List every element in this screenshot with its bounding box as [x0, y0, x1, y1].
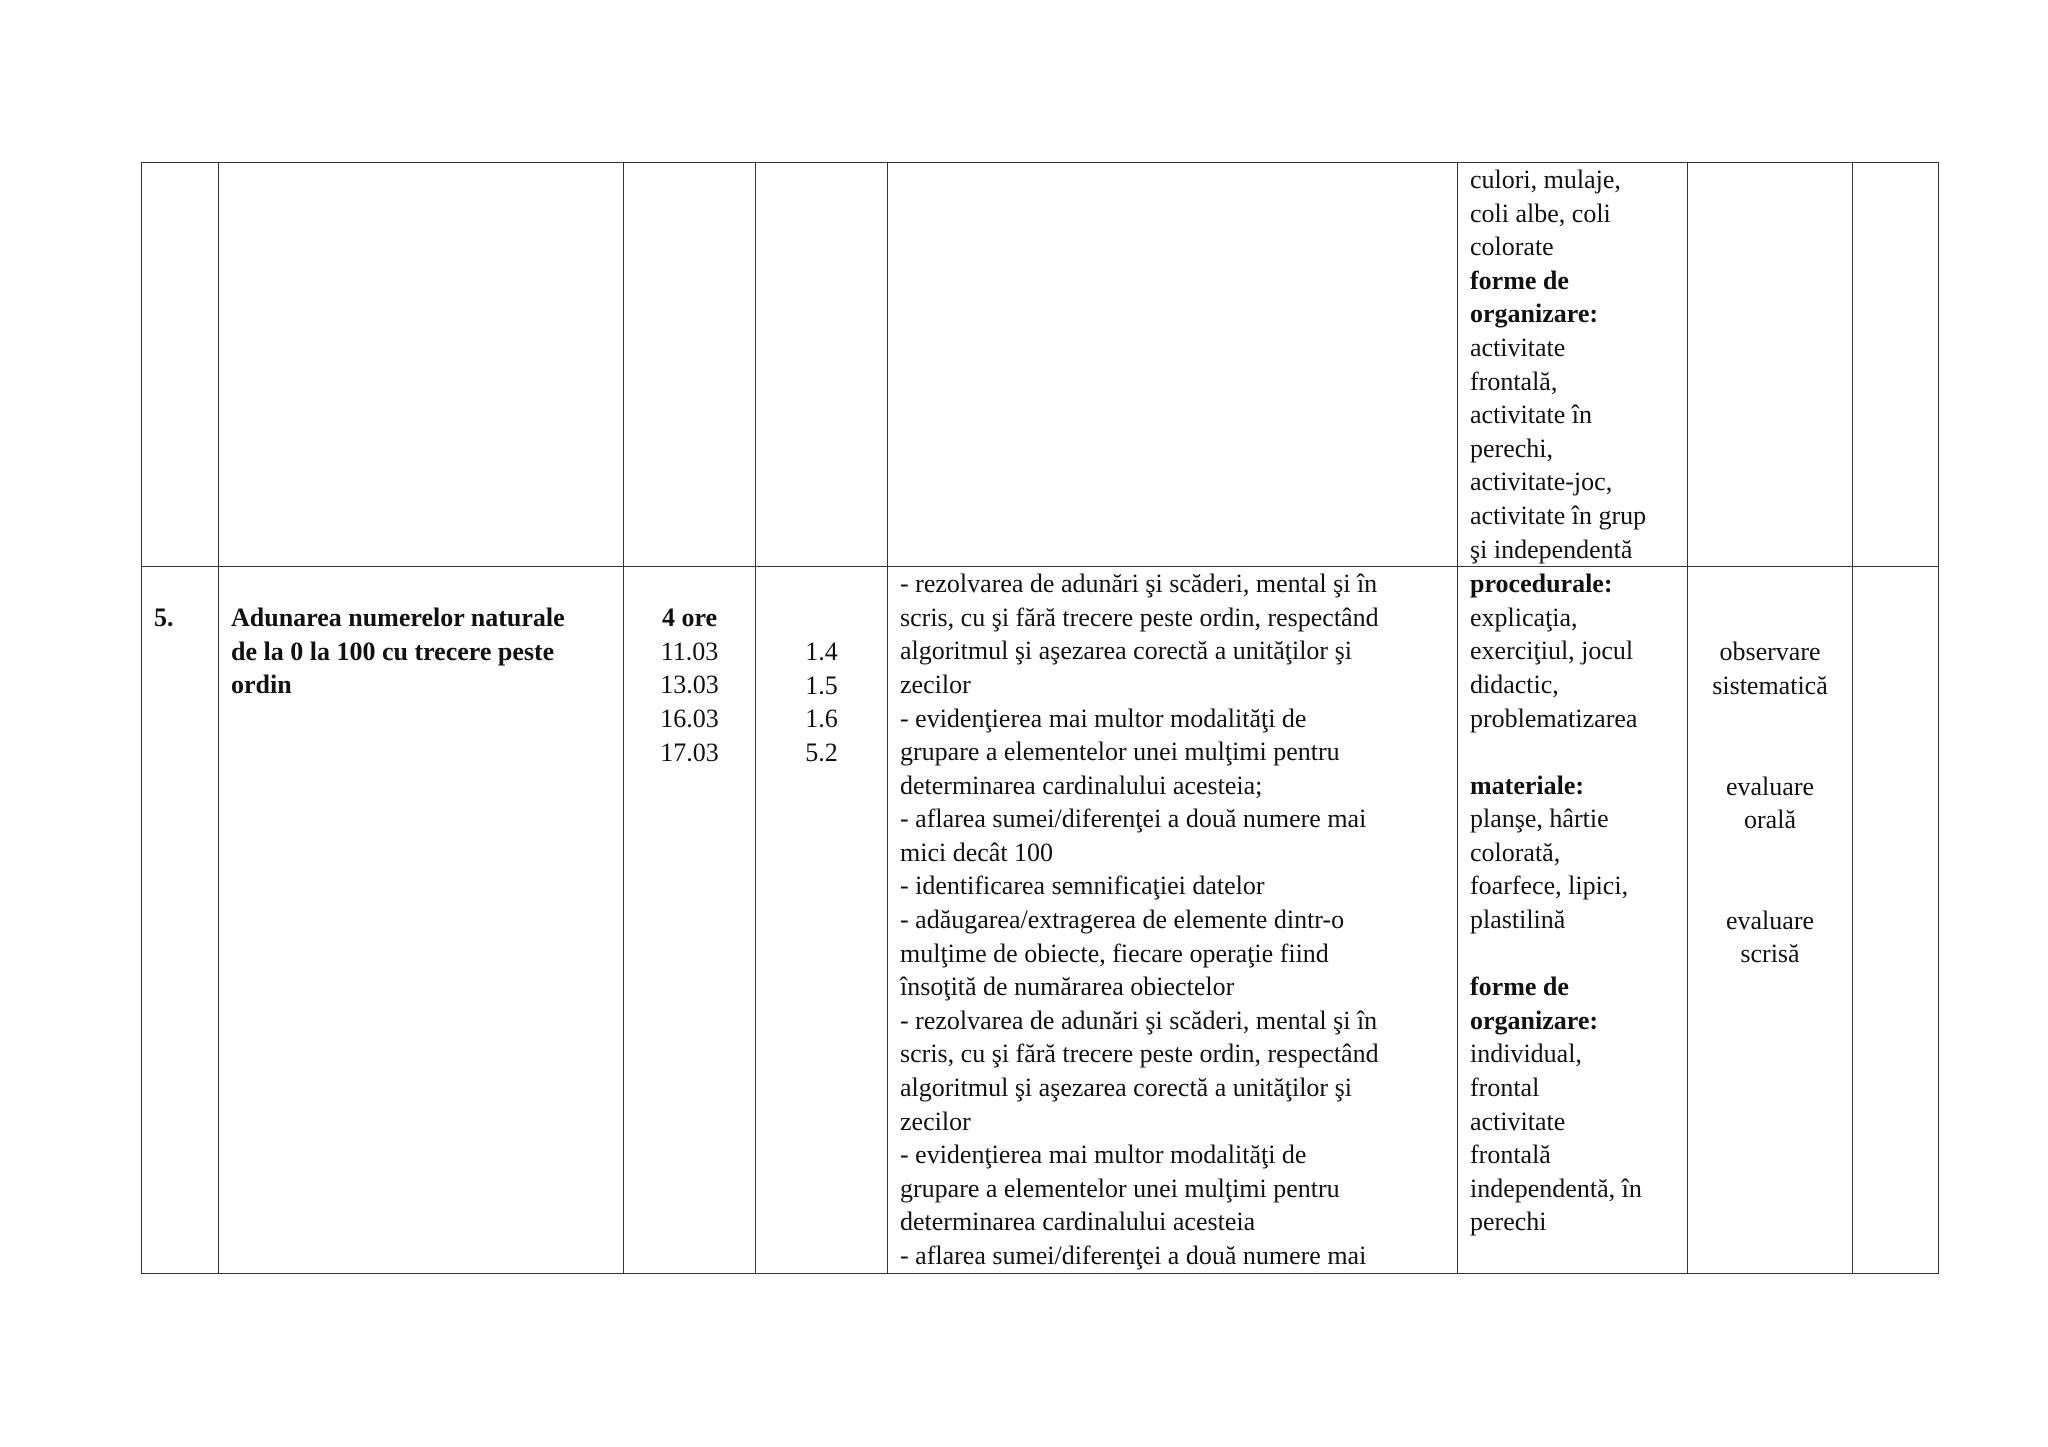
materials-line: colorată, [1470, 837, 1561, 867]
cell-content [219, 163, 624, 567]
organization-heading: forme de [1470, 265, 1569, 295]
activity-line: - evidenţierea mai multor modalităţi de [900, 703, 1307, 733]
table-row-continued [142, 163, 1939, 567]
cell-number [142, 567, 219, 1274]
content-line: ordin [231, 670, 292, 700]
spacer [1470, 735, 1675, 769]
activity-line: - rezolvarea de adunări şi scăderi, mental şi în [900, 569, 1378, 599]
cell-number [142, 163, 219, 567]
activity-line: - aflarea sumei/diferenţei a două numere mai [900, 1241, 1367, 1270]
date-item: 13.03 [660, 670, 719, 700]
competence-item: 1.5 [805, 670, 838, 700]
resources-text [1470, 163, 1675, 566]
organization-heading: organizare: [1470, 1005, 1599, 1035]
hours-label: 4 ore [661, 603, 718, 633]
organization-line: independentă, în [1470, 1173, 1642, 1203]
activity-line: determinarea cardinalului acesteia [900, 1207, 1256, 1237]
competence-item: 1.6 [805, 704, 838, 734]
activity-line: grupare a elementelor unei mulţimi pentru [900, 737, 1340, 767]
organization-line: frontal [1470, 1073, 1540, 1103]
materials-heading: materiale: [1470, 770, 1585, 800]
cell-competences [756, 567, 888, 1274]
cell-resources [1458, 163, 1688, 567]
content-line: Adunarea numerelor naturale [231, 603, 565, 633]
organization-line: frontală, [1470, 366, 1558, 396]
cell-evaluation [1688, 163, 1853, 567]
activity-line: zecilor [900, 1106, 971, 1136]
resources-line: colorate [1470, 232, 1554, 262]
evaluation-line: scrisă [1740, 939, 1800, 969]
lesson-plan-table [141, 162, 1939, 1274]
row-number: 5. [154, 603, 174, 633]
cell-observations [1853, 567, 1939, 1274]
cell-resources [1458, 567, 1688, 1274]
cell-observations [1853, 163, 1939, 567]
content-line: de la 0 la 100 cu trecere peste [231, 636, 555, 666]
activity-line: zecilor [900, 669, 971, 699]
cell-activities [888, 163, 1458, 567]
evaluation-line: sistematică [1712, 670, 1828, 700]
activity-line: - identificarea semnificaţiei datelor [900, 871, 1265, 901]
materials-line: plastilină [1470, 905, 1566, 935]
organization-line: activitate în grup [1470, 500, 1647, 530]
organization-line: şi independentă [1470, 534, 1633, 564]
date-item: 11.03 [660, 636, 719, 666]
activity-line: determinarea cardinalului acesteia; [900, 770, 1263, 800]
evaluation-line: orală [1744, 805, 1796, 835]
organization-line: activitate-joc, [1470, 467, 1613, 497]
organization-line: activitate [1470, 1106, 1566, 1136]
organization-line: perechi [1470, 1207, 1547, 1237]
activity-line: algoritmul şi aşezarea corectă a unităţilor şi [900, 636, 1352, 666]
activity-line: mulţime de obiecte, fiecare operaţie fiind [900, 938, 1329, 968]
date-item: 17.03 [660, 737, 719, 767]
organization-heading: organizare: [1470, 299, 1599, 329]
cell-hours [624, 567, 756, 1274]
cell-evaluation [1688, 567, 1853, 1274]
resources-line: culori, mulaje, [1470, 165, 1621, 194]
procedural-line: problematizarea [1470, 703, 1638, 733]
organization-line: perechi, [1470, 433, 1554, 463]
procedural-line: didactic, [1470, 669, 1559, 699]
procedural-line: explicaţia, [1470, 602, 1578, 632]
activity-line: mici decât 100 [900, 837, 1054, 867]
date-item: 16.03 [660, 703, 719, 733]
activity-line: - rezolvarea de adunări şi scăderi, mental şi în [900, 1005, 1378, 1035]
activity-line: grupare a elementelor unei mulţimi pentru [900, 1173, 1340, 1203]
activity-line: însoţită de numărarea obiectelor [900, 972, 1235, 1002]
organization-line: activitate [1470, 332, 1566, 362]
spacer [1470, 937, 1675, 971]
organization-line: individual, [1470, 1039, 1582, 1069]
activity-line: scris, cu şi fără trecere peste ordin, respectând [900, 1039, 1379, 1069]
evaluation-line: evaluare [1725, 771, 1815, 801]
activity-line: scris, cu şi fără trecere peste ordin, respectând [900, 602, 1379, 632]
procedural-line: exerciţiul, jocul [1470, 636, 1634, 666]
materials-line: foarfece, lipici, [1470, 871, 1629, 901]
evaluation-line: observare [1719, 637, 1821, 667]
cell-competences [756, 163, 888, 567]
organization-heading: forme de [1470, 972, 1569, 1002]
cell-hours [624, 163, 756, 567]
activity-line: - evidenţierea mai multor modalităţi de [900, 1140, 1307, 1170]
activity-line: algoritmul şi aşezarea corectă a unităţilor şi [900, 1073, 1352, 1103]
organization-line: activitate în [1470, 400, 1593, 430]
competence-item: 5.2 [805, 737, 838, 767]
resources-line: coli albe, coli [1470, 198, 1611, 228]
materials-line: planşe, hârtie [1470, 804, 1609, 834]
spacer [1700, 702, 1840, 769]
activity-line: - adăugarea/extragerea de elemente dintr-o [900, 905, 1345, 935]
activity-line: - aflarea sumei/diferenţei a două numere mai [900, 804, 1367, 834]
competence-item: 1.4 [805, 637, 838, 667]
cell-content [219, 567, 624, 1274]
organization-line: frontală [1470, 1140, 1551, 1170]
table-row-5 [142, 567, 1939, 1274]
cell-activities [888, 567, 1458, 1274]
spacer [1700, 837, 1840, 904]
procedural-heading: procedurale: [1470, 569, 1613, 599]
evaluation-line: evaluare [1725, 905, 1815, 935]
